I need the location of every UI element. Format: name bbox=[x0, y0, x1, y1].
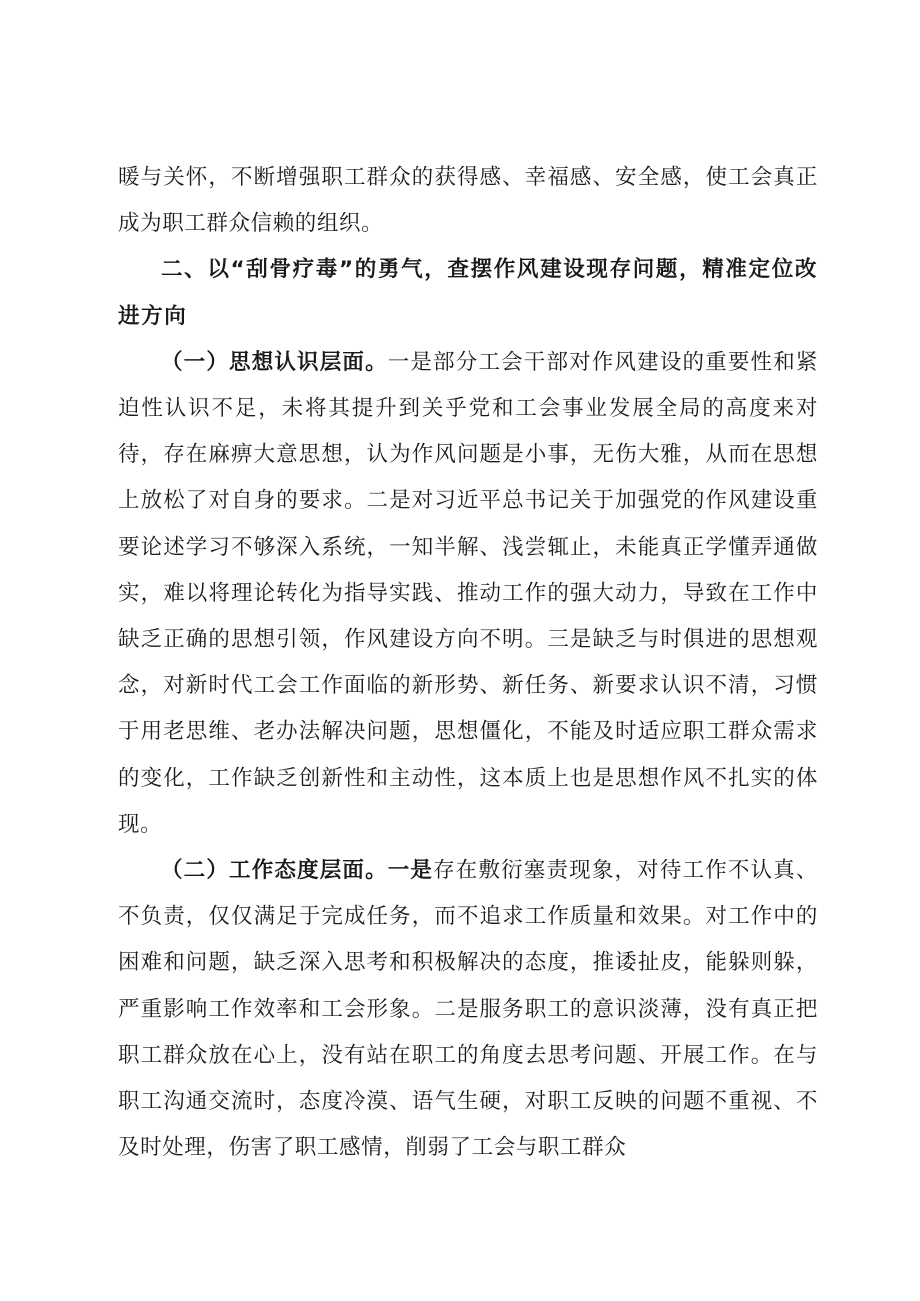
section-heading-text: 二、以“刮骨疗毒”的勇气，查摆作风建设现存问题，精准定位改进方向 bbox=[118, 257, 818, 329]
subsection-thinking-title: （一）思想认识层面。 bbox=[161, 349, 388, 375]
continuation-paragraph bbox=[118, 155, 818, 247]
subsection-thinking-body: 一是部分工会干部对作风建设的重要性和紧迫性认识不足，未将其提升到关乎党和工会事业发展全局的高度来对待，存在麻痹大意思想，认为作风问题是小事，无伤大雅，从而在思想上放松了对自身的要求。二是对习近平总书记关于加强党的作风建设重要论述学习不够深入系统，一知半解、浅尝辄止，未能真正学懂弄通做实，难以将理论转化为指导实践、推动工作的强大动力，导致在工作中缺乏正确的思想引领，作风建设方向不明。三是缺乏与时俱进的思想观念，对新时代工会工作面临的新形势、新任务、新要求认识不清，习惯于用老思维、老办法解决问题，思想僵化，不能及时适应职工群众需求的变化，工作缺乏创新性和主动性，这本质上也是思想作风不扎实的体现。 bbox=[118, 349, 818, 837]
subsection-thinking-paragraph bbox=[118, 340, 818, 848]
subsection-attitude-paragraph bbox=[118, 848, 818, 1171]
subsection-attitude-body: 存在敷衍塞责现象，对待工作不认真、不负责，仅仅满足于完成任务，而不追求工作质量和效果。对工作中的困难和问题，缺乏深入思考和积极解决的态度，推诿扯皮，能躲则躲，严重影响工作效率和工会形象。二是服务职工的意识淡薄，没有真正把职工群众放在心上，没有站在职工的角度去思考问题、开展工作。在与职工沟通交流时，态度冷漠、语气生硬，对职工反映的问题不重视、不及时处理，伤害了职工感情，削弱了工会与职工群众 bbox=[118, 858, 818, 1161]
subsection-attitude-lead: 一是 bbox=[387, 858, 434, 884]
subsection-attitude-title: （二）工作态度层面。 bbox=[161, 858, 388, 884]
section-heading bbox=[118, 247, 818, 339]
continuation-text: 暖与关怀，不断增强职工群众的获得感、幸福感、安全感，使工会真正成为职工群众信赖的组织。 bbox=[118, 165, 818, 237]
document-body bbox=[118, 155, 818, 1171]
